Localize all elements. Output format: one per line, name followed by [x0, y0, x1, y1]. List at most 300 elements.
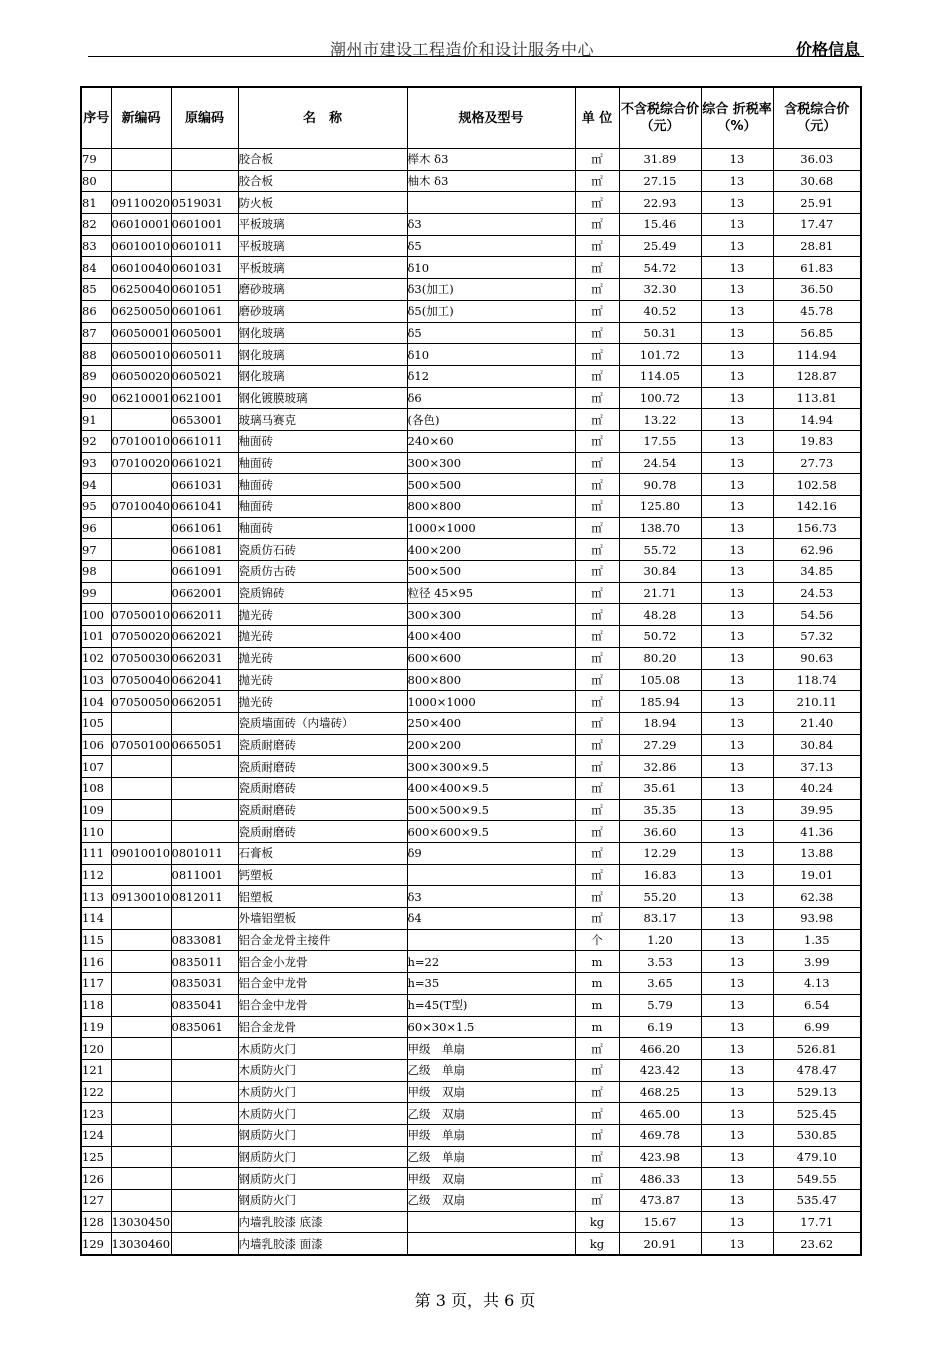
cell-tax-rate: 13 — [701, 430, 773, 452]
cell-seq: 129 — [81, 1233, 111, 1255]
table-row — [81, 777, 861, 799]
cell-tax-rate: 13 — [701, 669, 773, 691]
cell-spec — [407, 1233, 575, 1255]
cell-old-code: 0601011 — [171, 235, 238, 257]
cell-new-code — [111, 1081, 171, 1103]
table-row — [81, 409, 861, 431]
cell-new-code — [111, 1038, 171, 1060]
cell-spec — [407, 1211, 575, 1233]
cell-price-ex-tax: 24.54 — [619, 452, 701, 474]
cell-name: 防火板 — [238, 192, 407, 214]
cell-tax-rate: 13 — [701, 799, 773, 821]
cell-price-ex-tax: 83.17 — [619, 908, 701, 930]
col-header-name: 名 称 — [238, 87, 407, 149]
cell-old-code — [171, 1211, 238, 1233]
cell-tax-rate: 13 — [701, 647, 773, 669]
cell-spec: δ3(加工) — [407, 279, 575, 301]
cell-price-ex-tax: 469.78 — [619, 1124, 701, 1146]
cell-tax-rate: 13 — [701, 257, 773, 279]
cell-unit: m — [575, 994, 619, 1016]
cell-unit: m — [575, 973, 619, 995]
cell-price-inc-tax: 478.47 — [773, 1059, 861, 1081]
cell-spec: δ12 — [407, 365, 575, 387]
header-rule — [88, 56, 864, 57]
cell-new-code — [111, 1016, 171, 1038]
cell-tax-rate: 13 — [701, 1081, 773, 1103]
table-row — [81, 799, 861, 821]
cell-new-code — [111, 777, 171, 799]
col-header-tax-rate: 综合 折税率（%） — [701, 87, 773, 149]
cell-old-code: 0661031 — [171, 474, 238, 496]
cell-price-ex-tax: 16.83 — [619, 864, 701, 886]
cell-spec: 400×400 — [407, 626, 575, 648]
cell-seq: 119 — [81, 1016, 111, 1038]
cell-price-inc-tax: 41.36 — [773, 821, 861, 843]
cell-tax-rate: 13 — [701, 170, 773, 192]
cell-price-inc-tax: 13.88 — [773, 843, 861, 865]
cell-new-code: 13030460 — [111, 1233, 171, 1255]
cell-price-inc-tax: 28.81 — [773, 235, 861, 257]
cell-price-inc-tax: 36.03 — [773, 149, 861, 171]
cell-price-ex-tax: 90.78 — [619, 474, 701, 496]
cell-old-code — [171, 1233, 238, 1255]
cell-new-code: 07050030 — [111, 647, 171, 669]
cell-spec: 800×800 — [407, 496, 575, 518]
cell-price-ex-tax: 1.20 — [619, 929, 701, 951]
cell-name: 瓷质耐磨砖 — [238, 756, 407, 778]
cell-price-ex-tax: 100.72 — [619, 387, 701, 409]
col-header-seq: 序号 — [81, 87, 111, 149]
cell-spec: δ5 — [407, 322, 575, 344]
cell-new-code: 06010010 — [111, 235, 171, 257]
cell-new-code: 06010001 — [111, 214, 171, 236]
cell-tax-rate: 13 — [701, 691, 773, 713]
cell-price-inc-tax: 529.13 — [773, 1081, 861, 1103]
cell-unit: ㎡ — [575, 908, 619, 930]
cell-spec: 乙级 双扇 — [407, 1190, 575, 1212]
table-row — [81, 1059, 861, 1081]
cell-price-ex-tax: 50.72 — [619, 626, 701, 648]
cell-unit: ㎡ — [575, 712, 619, 734]
cell-new-code: 06250040 — [111, 279, 171, 301]
cell-unit: kg — [575, 1233, 619, 1255]
cell-name: 铝合金龙骨 — [238, 1016, 407, 1038]
cell-tax-rate: 13 — [701, 214, 773, 236]
cell-seq: 118 — [81, 994, 111, 1016]
table-row — [81, 1168, 861, 1190]
cell-price-ex-tax: 15.46 — [619, 214, 701, 236]
cell-seq: 114 — [81, 908, 111, 930]
cell-spec: 600×600×9.5 — [407, 821, 575, 843]
table-row — [81, 561, 861, 583]
cell-tax-rate: 13 — [701, 561, 773, 583]
cell-name: 抛光砖 — [238, 669, 407, 691]
cell-tax-rate: 13 — [701, 1124, 773, 1146]
cell-tax-rate: 13 — [701, 821, 773, 843]
cell-name: 钢化玻璃 — [238, 322, 407, 344]
cell-new-code: 06010040 — [111, 257, 171, 279]
cell-price-inc-tax: 39.95 — [773, 799, 861, 821]
cell-unit: ㎡ — [575, 1081, 619, 1103]
cell-old-code: 0662001 — [171, 582, 238, 604]
table-row — [81, 344, 861, 366]
cell-old-code — [171, 821, 238, 843]
cell-name: 铝合金中龙骨 — [238, 973, 407, 995]
cell-seq: 122 — [81, 1081, 111, 1103]
cell-price-inc-tax: 530.85 — [773, 1124, 861, 1146]
table-row — [81, 582, 861, 604]
cell-spec — [407, 864, 575, 886]
cell-price-inc-tax: 40.24 — [773, 777, 861, 799]
cell-price-inc-tax: 24.53 — [773, 582, 861, 604]
cell-name: 釉面砖 — [238, 430, 407, 452]
cell-name: 抛光砖 — [238, 626, 407, 648]
cell-old-code — [171, 1168, 238, 1190]
cell-price-inc-tax: 21.40 — [773, 712, 861, 734]
cell-name: 瓷质耐磨砖 — [238, 821, 407, 843]
cell-name: 胶合板 — [238, 149, 407, 171]
cell-old-code: 0811001 — [171, 864, 238, 886]
cell-new-code — [111, 908, 171, 930]
cell-price-ex-tax: 35.61 — [619, 777, 701, 799]
cell-old-code — [171, 756, 238, 778]
cell-name: 磨砂玻璃 — [238, 279, 407, 301]
cell-name: 釉面砖 — [238, 452, 407, 474]
cell-price-ex-tax: 50.31 — [619, 322, 701, 344]
cell-tax-rate: 13 — [701, 756, 773, 778]
cell-new-code — [111, 1124, 171, 1146]
cell-new-code — [111, 951, 171, 973]
cell-spec: 300×300 — [407, 452, 575, 474]
table-header-row — [81, 87, 861, 149]
cell-unit: ㎡ — [575, 1124, 619, 1146]
cell-tax-rate: 13 — [701, 973, 773, 995]
cell-tax-rate: 13 — [701, 929, 773, 951]
cell-price-inc-tax: 45.78 — [773, 300, 861, 322]
cell-tax-rate: 13 — [701, 387, 773, 409]
cell-old-code: 0801011 — [171, 843, 238, 865]
table-row — [81, 322, 861, 344]
cell-seq: 79 — [81, 149, 111, 171]
cell-seq: 89 — [81, 365, 111, 387]
cell-tax-rate: 13 — [701, 777, 773, 799]
cell-seq: 116 — [81, 951, 111, 973]
cell-unit: ㎡ — [575, 582, 619, 604]
cell-price-inc-tax: 6.54 — [773, 994, 861, 1016]
cell-new-code — [111, 929, 171, 951]
cell-spec: δ10 — [407, 344, 575, 366]
cell-price-inc-tax: 1.35 — [773, 929, 861, 951]
cell-old-code — [171, 1146, 238, 1168]
cell-spec: 250×400 — [407, 712, 575, 734]
cell-unit: ㎡ — [575, 192, 619, 214]
cell-old-code: 0833081 — [171, 929, 238, 951]
table-row — [81, 821, 861, 843]
cell-spec: 1000×1000 — [407, 517, 575, 539]
cell-price-ex-tax: 25.49 — [619, 235, 701, 257]
cell-price-ex-tax: 465.00 — [619, 1103, 701, 1125]
cell-price-inc-tax: 549.55 — [773, 1168, 861, 1190]
cell-seq: 90 — [81, 387, 111, 409]
cell-name: 石膏板 — [238, 843, 407, 865]
cell-name: 平板玻璃 — [238, 257, 407, 279]
cell-price-inc-tax: 25.91 — [773, 192, 861, 214]
cell-price-ex-tax: 6.19 — [619, 1016, 701, 1038]
cell-tax-rate: 13 — [701, 322, 773, 344]
cell-seq: 81 — [81, 192, 111, 214]
cell-unit: ㎡ — [575, 691, 619, 713]
cell-new-code — [111, 756, 171, 778]
cell-seq: 93 — [81, 452, 111, 474]
page-number: 第 3 页，共 6 页 — [414, 1291, 536, 1310]
cell-new-code — [111, 1103, 171, 1125]
table-row — [81, 170, 861, 192]
cell-price-inc-tax: 102.58 — [773, 474, 861, 496]
cell-name: 抛光砖 — [238, 691, 407, 713]
cell-name: 瓷质仿石砖 — [238, 539, 407, 561]
cell-old-code: 0605021 — [171, 365, 238, 387]
cell-name: 钢化玻璃 — [238, 344, 407, 366]
cell-price-inc-tax: 90.63 — [773, 647, 861, 669]
cell-name: 木质防火门 — [238, 1038, 407, 1060]
cell-name: 平板玻璃 — [238, 235, 407, 257]
cell-old-code: 0835031 — [171, 973, 238, 995]
cell-price-inc-tax: 3.99 — [773, 951, 861, 973]
cell-tax-rate: 13 — [701, 908, 773, 930]
table-row — [81, 864, 861, 886]
cell-price-inc-tax: 535.47 — [773, 1190, 861, 1212]
cell-old-code — [171, 170, 238, 192]
cell-new-code — [111, 864, 171, 886]
cell-spec: 300×300 — [407, 604, 575, 626]
cell-price-inc-tax: 17.71 — [773, 1211, 861, 1233]
cell-old-code: 0601051 — [171, 279, 238, 301]
table-row — [81, 1190, 861, 1212]
table-row — [81, 712, 861, 734]
cell-old-code: 0662031 — [171, 647, 238, 669]
cell-price-ex-tax: 36.60 — [619, 821, 701, 843]
cell-price-ex-tax: 32.86 — [619, 756, 701, 778]
cell-seq: 80 — [81, 170, 111, 192]
table-row — [81, 1038, 861, 1060]
cell-price-ex-tax: 31.89 — [619, 149, 701, 171]
table-row — [81, 647, 861, 669]
cell-tax-rate: 13 — [701, 1211, 773, 1233]
cell-price-inc-tax: 57.32 — [773, 626, 861, 648]
cell-old-code: 0661021 — [171, 452, 238, 474]
cell-seq: 100 — [81, 604, 111, 626]
cell-spec: 800×800 — [407, 669, 575, 691]
cell-seq: 121 — [81, 1059, 111, 1081]
cell-tax-rate: 13 — [701, 149, 773, 171]
cell-seq: 101 — [81, 626, 111, 648]
cell-unit: ㎡ — [575, 1168, 619, 1190]
cell-price-ex-tax: 55.20 — [619, 886, 701, 908]
cell-spec: 1000×1000 — [407, 691, 575, 713]
cell-old-code: 0662041 — [171, 669, 238, 691]
cell-unit: m — [575, 951, 619, 973]
cell-price-inc-tax: 114.94 — [773, 344, 861, 366]
cell-unit: m — [575, 1016, 619, 1038]
cell-spec: 甲级 双扇 — [407, 1081, 575, 1103]
cell-price-ex-tax: 27.29 — [619, 734, 701, 756]
cell-unit: ㎡ — [575, 452, 619, 474]
cell-seq: 111 — [81, 843, 111, 865]
cell-old-code: 0519031 — [171, 192, 238, 214]
cell-new-code: 07010020 — [111, 452, 171, 474]
cell-tax-rate: 13 — [701, 409, 773, 431]
cell-unit: ㎡ — [575, 539, 619, 561]
cell-spec: (各色) — [407, 409, 575, 431]
cell-seq: 108 — [81, 777, 111, 799]
cell-unit: ㎡ — [575, 647, 619, 669]
cell-tax-rate: 13 — [701, 517, 773, 539]
cell-price-inc-tax: 479.10 — [773, 1146, 861, 1168]
table-row — [81, 929, 861, 951]
cell-name: 玻璃马赛克 — [238, 409, 407, 431]
cell-new-code — [111, 1059, 171, 1081]
cell-price-ex-tax: 55.72 — [619, 539, 701, 561]
cell-price-ex-tax: 3.65 — [619, 973, 701, 995]
cell-price-inc-tax: 118.74 — [773, 669, 861, 691]
cell-spec: 乙级 单扇 — [407, 1146, 575, 1168]
table-row — [81, 387, 861, 409]
cell-unit: ㎡ — [575, 300, 619, 322]
table-row — [81, 994, 861, 1016]
cell-name: 外墙铝塑板 — [238, 908, 407, 930]
cell-old-code — [171, 1124, 238, 1146]
cell-price-ex-tax: 486.33 — [619, 1168, 701, 1190]
cell-seq: 110 — [81, 821, 111, 843]
cell-old-code: 0835011 — [171, 951, 238, 973]
cell-price-ex-tax: 27.15 — [619, 170, 701, 192]
cell-old-code — [171, 1038, 238, 1060]
cell-price-ex-tax: 473.87 — [619, 1190, 701, 1212]
cell-unit: ㎡ — [575, 517, 619, 539]
cell-old-code: 0661091 — [171, 561, 238, 583]
cell-seq: 102 — [81, 647, 111, 669]
cell-tax-rate: 13 — [701, 734, 773, 756]
cell-spec: δ3 — [407, 886, 575, 908]
cell-new-code — [111, 973, 171, 995]
cell-spec: 240×60 — [407, 430, 575, 452]
cell-old-code: 0662051 — [171, 691, 238, 713]
cell-unit: ㎡ — [575, 604, 619, 626]
cell-name: 钢化镀膜玻璃 — [238, 387, 407, 409]
cell-price-ex-tax: 15.67 — [619, 1211, 701, 1233]
cell-unit: ㎡ — [575, 1103, 619, 1125]
cell-spec: δ4 — [407, 908, 575, 930]
cell-price-inc-tax: 17.47 — [773, 214, 861, 236]
cell-tax-rate: 13 — [701, 1233, 773, 1255]
cell-new-code — [111, 799, 171, 821]
cell-price-inc-tax: 210.11 — [773, 691, 861, 713]
cell-seq: 107 — [81, 756, 111, 778]
cell-name: 瓷质锦砖 — [238, 582, 407, 604]
cell-new-code: 07010040 — [111, 496, 171, 518]
cell-price-inc-tax: 128.87 — [773, 365, 861, 387]
cell-seq: 94 — [81, 474, 111, 496]
cell-spec: δ3 — [407, 214, 575, 236]
cell-seq: 128 — [81, 1211, 111, 1233]
cell-price-inc-tax: 6.99 — [773, 1016, 861, 1038]
table-row — [81, 214, 861, 236]
cell-name: 胶合板 — [238, 170, 407, 192]
cell-spec: δ10 — [407, 257, 575, 279]
cell-tax-rate: 13 — [701, 496, 773, 518]
cell-price-ex-tax: 48.28 — [619, 604, 701, 626]
cell-new-code: 06050001 — [111, 322, 171, 344]
cell-spec: 甲级 单扇 — [407, 1038, 575, 1060]
cell-spec: δ6 — [407, 387, 575, 409]
cell-unit: ㎡ — [575, 149, 619, 171]
cell-tax-rate: 13 — [701, 994, 773, 1016]
cell-seq: 87 — [81, 322, 111, 344]
org-name: 潮州市建设工程造价和设计服务中心 — [330, 40, 595, 59]
cell-price-ex-tax: 32.30 — [619, 279, 701, 301]
table-row — [81, 365, 861, 387]
cell-price-inc-tax: 36.50 — [773, 279, 861, 301]
table-row — [81, 951, 861, 973]
table-row — [81, 149, 861, 171]
cell-price-inc-tax: 23.62 — [773, 1233, 861, 1255]
table-row — [81, 843, 861, 865]
cell-name: 磨砂玻璃 — [238, 300, 407, 322]
cell-name: 抛光砖 — [238, 647, 407, 669]
cell-spec: h=45(T型) — [407, 994, 575, 1016]
cell-price-inc-tax: 156.73 — [773, 517, 861, 539]
cell-new-code — [111, 821, 171, 843]
table-row — [81, 1016, 861, 1038]
cell-unit: ㎡ — [575, 365, 619, 387]
cell-seq: 86 — [81, 300, 111, 322]
cell-new-code — [111, 517, 171, 539]
price-table — [80, 86, 862, 1256]
cell-name: 钢质防火门 — [238, 1190, 407, 1212]
cell-seq: 98 — [81, 561, 111, 583]
cell-old-code: 0653001 — [171, 409, 238, 431]
cell-name: 瓷质耐磨砖 — [238, 799, 407, 821]
cell-seq: 117 — [81, 973, 111, 995]
cell-name: 钢化玻璃 — [238, 365, 407, 387]
cell-seq: 109 — [81, 799, 111, 821]
cell-name: 瓷质墙面砖（内墙砖） — [238, 712, 407, 734]
table-row — [81, 517, 861, 539]
cell-seq: 115 — [81, 929, 111, 951]
doc-title: 价格信息 — [795, 40, 860, 59]
table-row — [81, 973, 861, 995]
cell-seq: 97 — [81, 539, 111, 561]
cell-unit: ㎡ — [575, 279, 619, 301]
cell-price-inc-tax: 30.84 — [773, 734, 861, 756]
cell-tax-rate: 13 — [701, 1059, 773, 1081]
cell-unit: ㎡ — [575, 235, 619, 257]
cell-new-code: 07010010 — [111, 430, 171, 452]
cell-spec: δ9 — [407, 843, 575, 865]
cell-old-code — [171, 1081, 238, 1103]
cell-price-inc-tax: 525.45 — [773, 1103, 861, 1125]
cell-name: 平板玻璃 — [238, 214, 407, 236]
table-row — [81, 539, 861, 561]
cell-unit: ㎡ — [575, 777, 619, 799]
cell-name: 瓷质耐磨砖 — [238, 734, 407, 756]
cell-new-code — [111, 409, 171, 431]
col-header-unit: 单 位 — [575, 87, 619, 149]
col-header-price-inc-tax: 含税综合价（元） — [773, 87, 861, 149]
cell-spec: 500×500 — [407, 561, 575, 583]
cell-seq: 120 — [81, 1038, 111, 1060]
cell-unit: ㎡ — [575, 626, 619, 648]
